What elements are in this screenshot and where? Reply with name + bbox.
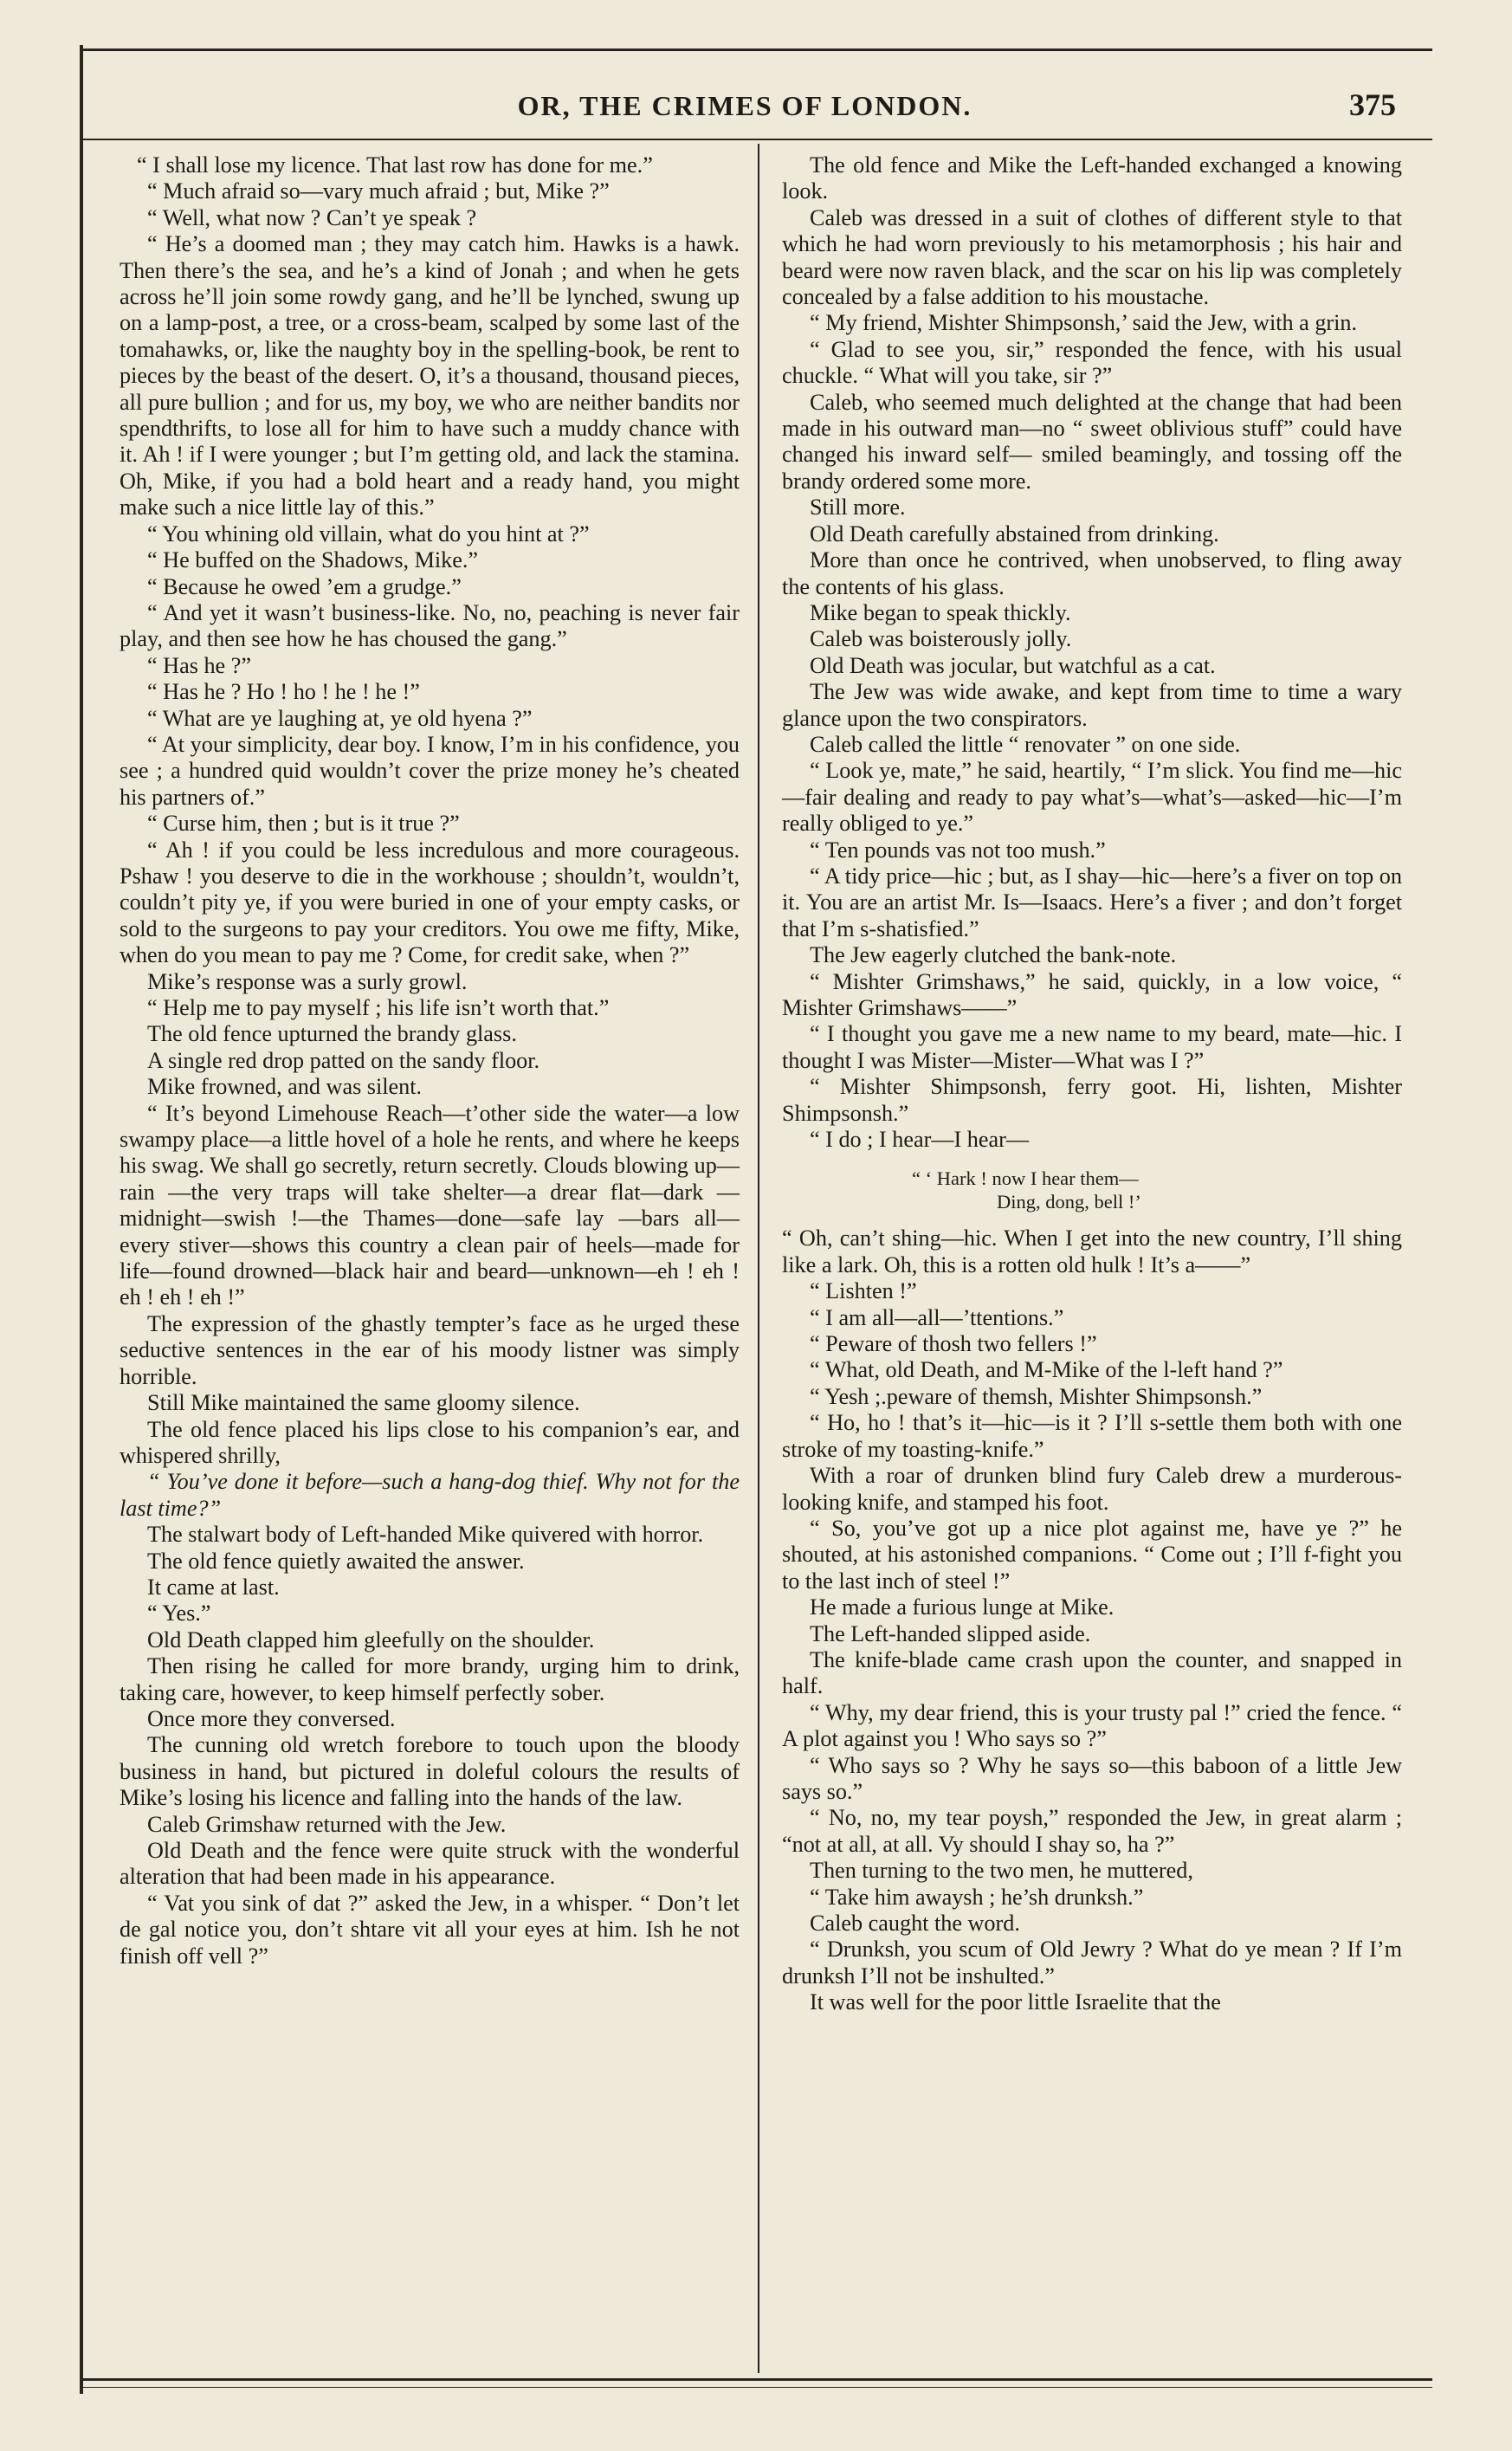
column-divider — [758, 144, 759, 2373]
paragraph: Old Death clapped him gleefully on the shoulder. — [147, 1626, 595, 1652]
paragraph: “ You whining old villain, what do you hint at ?” — [147, 521, 590, 546]
paragraph: “ He’s a doomed man ; they may catch him. Hawks is a hawk. Then there’s the sea, and he’s a kind of Jonah ; and when he gets across he’ll join some rowdy gang, and he’ll be lynched, swung up on a lamp-post, a tree, or a cross-beam, scalped by some last of the tomahawks, or, like the naughty boy in the spelling-book, be rent to pieces by the beast of the desert. O, it’s a thousand, thousand pieces, all pure bullion ; and for us, my boy, we who are neither bandits nor spendthrifts, to lose all for him to have such a muddy chance with it. Ah ! if I were younger ; but I’m getting old, and lack the stamina. Oh, Mike, if you had a bold heart and a ready hand, you might make such a nice little lay of this.” — [120, 231, 740, 521]
paragraph: “ I shall lose my licence. That last row has done for me.” — [137, 152, 653, 178]
paragraph: Caleb called the little “ renovater ” on one side. — [810, 731, 1241, 757]
paragraph: Caleb, who seemed much delighted at the change that had been made in his outward man—no “ sweet oblivious stuff” could have changed his inward self— smiled beamingly, and tossing off the brandy ordered some more. — [782, 389, 1402, 494]
paragraph: “ Mishter Shimpsonsh, ferry goot. Hi, lishten, Mishter Shimpsonsh.” — [782, 1074, 1402, 1126]
paragraph: “ Take him awaysh ; he’sh drunksh.” — [810, 1884, 1144, 1910]
paragraph: “ Look ye, mate,” he said, heartily, “ I’m slick. You find me—hic—fair dealing and ready to pay what’s—what’s—asked—hic—I’m really obliged to ye.” — [782, 758, 1402, 837]
paragraph: The old fence placed his lips close to his companion’s ear, and whispered shrilly, — [120, 1416, 740, 1468]
paragraph: “ Has he ? Ho ! ho ! he ! he !” — [147, 679, 420, 705]
paragraph: “ Ah ! if you could be less incredulous and more courageous. Pshaw ! you deserve to die in the workhouse ; shouldn’t, wouldn’t, couldn’t pity ye, if you were buried in one of your empty casks, or sold to the surgeons to pay your creditors. You owe me fifty, Mike, when do you mean to pay me ? Come, for credit sake, when ?” — [120, 837, 740, 968]
paragraph: “ I thought you gave me a new name to my beard, mate—hic. I thought I was Mister—Mister—What was I ?” — [782, 1021, 1402, 1073]
paragraph: “ Ho, ho ! that’s it—hic—is it ? I’ll s-settle them both with one stroke of my toasting-knife.” — [782, 1410, 1402, 1462]
paragraph: “ What, old Death, and M-Mike of the l-left hand ?” — [810, 1357, 1283, 1383]
paragraph: Still more. — [810, 495, 906, 521]
paragraph: The Jew eagerly clutched the bank-note. — [810, 942, 1177, 968]
paragraph: Mike began to speak thickly. — [810, 599, 1071, 625]
paragraph: With a roar of drunken blind fury Caleb drew a murderous-looking knife, and stamped his foot. — [782, 1463, 1402, 1515]
bottom-rule-thin — [80, 2387, 1432, 2388]
paragraph: Old Death carefully abstained from drinking. — [810, 521, 1219, 546]
paragraph: “ I do ; I hear—I hear— — [810, 1127, 1030, 1153]
paragraph: Old Death and the fence were quite struck with the wonderful alteration that had been made in his appearance. — [120, 1838, 740, 1890]
paragraph: Then rising he called for more brandy, urging him to drink, taking care, however, to keep himself perfectly sober. — [120, 1653, 740, 1705]
paragraph: “ A tidy price—hic ; but, as I shay—hic—here’s a fiver on top on it. You are an artist Mr. Is—Isaacs. Here’s a fiver ; and don’t forget that I’m s-shatisfied.” — [782, 863, 1402, 941]
top-rule — [80, 49, 1432, 51]
paragraph: The Left-handed slipped aside. — [810, 1620, 1091, 1646]
page-number: 375 — [1349, 87, 1396, 122]
paragraph: It was well for the poor little Israelite that the — [810, 1989, 1221, 2015]
paragraph: “ Peware of thosh two fellers !” — [810, 1331, 1097, 1357]
paragraph: “ At your simplicity, dear boy. I know, I’m in his confidence, you see ; a hundred quid wouldn’t cover the prize money he’s cheated his partners of.” — [120, 731, 740, 810]
paragraph: More than once he contrived, when unobserved, to fling away the contents of his glass. — [782, 547, 1402, 599]
paragraph: It came at last. — [147, 1574, 280, 1600]
paragraph: “ Help me to pay myself ; his life isn’t worth that.” — [147, 995, 610, 1020]
paragraph: “ I am all—all—’ttentions.” — [810, 1304, 1064, 1330]
paragraph: “ Ten pounds vas not too mush.” — [810, 837, 1106, 863]
paragraph: “ Lishten !” — [810, 1278, 917, 1304]
paragraph: Caleb was dressed in a suit of clothes of different style to that which he had worn previously to his metamorphosis ; his hair and beard were now raven black, and the scar on his lip was completely concealed by a false addition to his moustache. — [782, 204, 1402, 310]
verse-line: Ding, dong, bell !’ — [997, 1191, 1141, 1213]
paragraph: “ Well, what now ? Can’t ye speak ? — [147, 204, 477, 230]
paragraph: Once more they conversed. — [147, 1705, 396, 1731]
paragraph: “ Curse him, then ; but is it true ?” — [147, 811, 460, 837]
paragraph-italic: “ You’ve done it before—such a hang-dog thief. Why not for the last time?” — [120, 1469, 740, 1521]
paragraph: “ Yes.” — [147, 1601, 211, 1626]
paragraph: “ Drunksh, you scum of Old Jewry ? What do ye mean ? If I’m drunksh I’ll not be inshulted.” — [782, 1937, 1402, 1989]
paragraph: The Jew was wide awake, and kept from time to time a wary glance upon the two conspirators. — [782, 679, 1402, 731]
paragraph: “ Who says so ? Why he says so—this baboon of a little Jew says so.” — [782, 1752, 1402, 1804]
paragraph: “ Why, my dear friend, this is your trusty pal !” cried the fence. “ A plot against you ! Who says so ?” — [782, 1699, 1402, 1752]
paragraph: “ He buffed on the Shadows, Mike.” — [147, 547, 479, 573]
paragraph: Mike’s response was a surly growl. — [147, 968, 468, 994]
running-title: OR, THE CRIMES OF LONDON. — [517, 90, 972, 121]
paragraph: “ No, no, my tear poysh,” responded the Jew, in great alarm ; “not at all, at all. Vy should I shay so, ha ?” — [782, 1805, 1402, 1857]
paragraph: Caleb was boisterously jolly. — [810, 626, 1072, 652]
paragraph: “ Oh, can’t shing—hic. When I get into the new country, I’ll shing like a lark. Oh, this is a rotten old hulk ! It’s a——” — [782, 1226, 1402, 1277]
paragraph: Still Mike maintained the same gloomy silence. — [147, 1390, 580, 1416]
paragraph: “ Because he owed ’em a grudge.” — [147, 573, 462, 599]
paragraph: “ My friend, Mishter Shimpsonsh,’ said the Jew, with a grin. — [810, 310, 1358, 336]
paragraph: “ What are ye laughing at, ye old hyena ?” — [147, 705, 533, 731]
paragraph: A single red drop patted on the sandy floor. — [147, 1047, 540, 1073]
paragraph: “ Much afraid so—vary much afraid ; but, Mike ?” — [147, 178, 610, 204]
header-rule — [80, 139, 1432, 140]
paragraph: “ It’s beyond Limehouse Reach—t’other side the water—a low swampy place—a little hovel of a hole he rents, and where he keeps his swag. We shall go secretly, return secretly. Clouds blowing up—rain —the very traps will take shelter—a drear flat—dark —midnight—swish !—the Thames—done—safe lay —bars all—every stiver—shows this country a clean pair of heels—made for life—found drowned—black hair and beard—unknown—eh ! eh ! eh ! eh ! eh !” — [120, 1100, 740, 1310]
paragraph: The stalwart body of Left-handed Mike quivered with horror. — [147, 1522, 704, 1548]
paragraph: Caleb caught the word. — [810, 1911, 1020, 1936]
paragraph: The knife-blade came crash upon the counter, and snapped in half. — [782, 1646, 1402, 1699]
paragraph: He made a furious lunge at Mike. — [810, 1594, 1115, 1620]
paragraph: The old fence upturned the brandy glass. — [147, 1021, 517, 1047]
paragraph: “ Yesh ;.peware of themsh, Mishter Shimpsonsh.” — [810, 1383, 1263, 1409]
paragraph: The old fence and Mike the Left-handed exchanged a knowing look. — [782, 152, 1402, 204]
paragraph: The expression of the ghastly tempter’s face as he urged these seductive sentences in the ear of his moody listner was simply horrible. — [120, 1310, 740, 1389]
right-column — [782, 152, 1402, 2016]
paragraph: The old fence quietly awaited the answer. — [147, 1548, 525, 1574]
paragraph: “ So, you’ve got up a nice plot against me, have ye ?” he shouted, at his astonished companions. “ Come out ; I’ll f-fight you to the last inch of steel !” — [782, 1515, 1402, 1594]
verse-quote — [782, 1167, 1402, 1213]
paragraph: “ Vat you sink of dat ?” asked the Jew, in a whisper. “ Don’t let de gal notice you, don’t shtare vit all your eyes at him. Ish he not finish off vell ?” — [120, 1890, 740, 1969]
paragraph: “ Has he ?” — [147, 652, 251, 678]
verse-line: “ ‘ Hark ! now I hear them— — [912, 1167, 1139, 1190]
paragraph: “ Mishter Grimshaws,” he said, quickly, in a low voice, “ Mishter Grimshaws——” — [782, 968, 1402, 1020]
paragraph: The cunning old wretch forebore to touch upon the bloody business in hand, but pictured in doleful colours the results of Mike’s losing his licence and falling into the hands of the law. — [120, 1732, 740, 1811]
left-column — [120, 152, 740, 1969]
bottom-rule — [80, 2378, 1432, 2381]
paragraph: Mike frowned, and was silent. — [147, 1074, 423, 1100]
paragraph: Caleb Grimshaw returned with the Jew. — [147, 1811, 507, 1837]
paragraph: Old Death was jocular, but watchful as a cat. — [810, 652, 1216, 678]
paragraph: Then turning to the two men, he muttered, — [810, 1858, 1193, 1884]
paragraph: “ And yet it wasn’t business-like. No, no, peaching is never fair play, and then see how he has choused the gang.” — [120, 599, 740, 652]
paragraph: “ Glad to see you, sir,” responded the fence, with his usual chuckle. “ What will you take, sir ?” — [782, 336, 1402, 389]
